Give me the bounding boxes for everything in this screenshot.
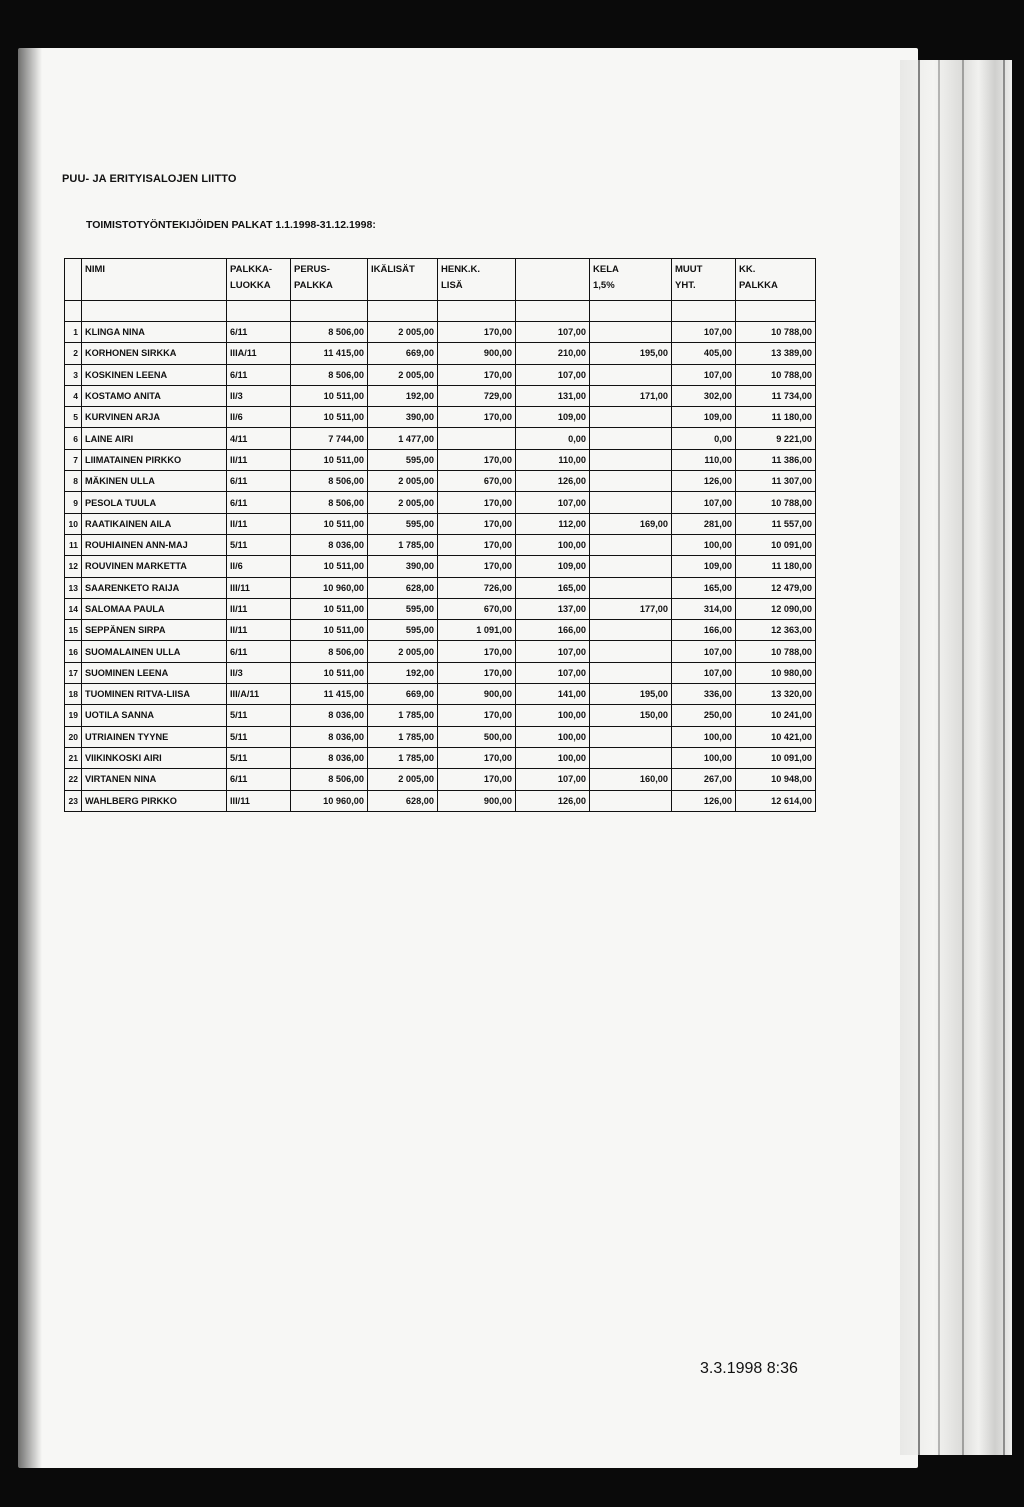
allowance: 107,00 <box>516 769 590 790</box>
kela-contribution <box>590 471 672 492</box>
other-total: 107,00 <box>672 364 736 385</box>
salary-table <box>64 258 816 812</box>
table-row <box>65 364 816 385</box>
salary-class: IIIA/11 <box>227 343 291 364</box>
personal-bonus: 900,00 <box>438 684 516 705</box>
monthly-salary: 10 421,00 <box>736 726 816 747</box>
allowance: 210,00 <box>516 343 590 364</box>
salary-class: III/11 <box>227 790 291 811</box>
other-total: 314,00 <box>672 598 736 619</box>
table-row <box>65 556 816 577</box>
table-row <box>65 641 816 662</box>
employee-name: SUOMINEN LEENA <box>82 662 227 683</box>
row-number: 2 <box>65 343 82 364</box>
monthly-salary: 13 320,00 <box>736 684 816 705</box>
personal-bonus: 170,00 <box>438 662 516 683</box>
allowance: 107,00 <box>516 364 590 385</box>
personal-bonus: 170,00 <box>438 322 516 343</box>
column-header-line2: YHT. <box>675 280 696 291</box>
salary-class: II/3 <box>227 662 291 683</box>
kela-contribution <box>590 492 672 513</box>
table-header-row <box>65 259 816 301</box>
other-total: 405,00 <box>672 343 736 364</box>
salary-class: III/11 <box>227 577 291 598</box>
personal-bonus: 170,00 <box>438 641 516 662</box>
table-row <box>65 385 816 406</box>
seniority-bonus: 2 005,00 <box>368 769 438 790</box>
kela-contribution <box>590 577 672 598</box>
employee-name: SAARENKETO RAIJA <box>82 577 227 598</box>
salary-class: 6/11 <box>227 641 291 662</box>
base-salary: 8 036,00 <box>291 747 368 768</box>
allowance: 100,00 <box>516 747 590 768</box>
personal-bonus: 170,00 <box>438 449 516 470</box>
table-row <box>65 662 816 683</box>
allowance: 109,00 <box>516 556 590 577</box>
other-total: 107,00 <box>672 492 736 513</box>
monthly-salary: 10 788,00 <box>736 322 816 343</box>
seniority-bonus: 390,00 <box>368 407 438 428</box>
other-total: 126,00 <box>672 471 736 492</box>
allowance: 165,00 <box>516 577 590 598</box>
kela-contribution <box>590 790 672 811</box>
salary-class: II/11 <box>227 598 291 619</box>
column-header-line1: PALKKA- <box>230 264 273 275</box>
employee-name: KURVINEN ARJA <box>82 407 227 428</box>
allowance: 166,00 <box>516 620 590 641</box>
page-edge-line <box>918 60 920 1455</box>
other-total: 110,00 <box>672 449 736 470</box>
row-number: 4 <box>65 385 82 406</box>
monthly-salary: 11 386,00 <box>736 449 816 470</box>
base-salary: 10 511,00 <box>291 662 368 683</box>
salary-class: 5/11 <box>227 705 291 726</box>
personal-bonus: 900,00 <box>438 343 516 364</box>
allowance: 141,00 <box>516 684 590 705</box>
personal-bonus: 729,00 <box>438 385 516 406</box>
row-number: 13 <box>65 577 82 598</box>
salary-class: 6/11 <box>227 471 291 492</box>
monthly-salary: 11 307,00 <box>736 471 816 492</box>
allowance: 110,00 <box>516 449 590 470</box>
allowance: 109,00 <box>516 407 590 428</box>
base-salary: 8 036,00 <box>291 705 368 726</box>
row-number: 14 <box>65 598 82 619</box>
seniority-bonus: 1 785,00 <box>368 726 438 747</box>
column-header <box>82 259 227 301</box>
other-total: 126,00 <box>672 790 736 811</box>
seniority-bonus: 2 005,00 <box>368 322 438 343</box>
salary-class: II/3 <box>227 385 291 406</box>
row-number: 10 <box>65 513 82 534</box>
employee-name: VIIKINKOSKI AIRI <box>82 747 227 768</box>
other-total: 166,00 <box>672 620 736 641</box>
row-number: 7 <box>65 449 82 470</box>
page-edge-line <box>962 60 964 1455</box>
employee-name: KLINGA NINA <box>82 322 227 343</box>
seniority-bonus: 1 477,00 <box>368 428 438 449</box>
base-salary: 8 506,00 <box>291 769 368 790</box>
employee-name: RAATIKAINEN AILA <box>82 513 227 534</box>
personal-bonus: 170,00 <box>438 556 516 577</box>
allowance: 0,00 <box>516 428 590 449</box>
employee-name: PESOLA TUULA <box>82 492 227 513</box>
employee-name: VIRTANEN NINA <box>82 769 227 790</box>
table-row <box>65 577 816 598</box>
row-number: 22 <box>65 769 82 790</box>
other-total: 302,00 <box>672 385 736 406</box>
table-row <box>65 534 816 555</box>
column-header-line2: PALKKA <box>739 280 778 291</box>
kela-contribution: 160,00 <box>590 769 672 790</box>
base-salary: 8 036,00 <box>291 534 368 555</box>
other-total: 107,00 <box>672 322 736 343</box>
monthly-salary: 12 479,00 <box>736 577 816 598</box>
salary-class: II/6 <box>227 407 291 428</box>
monthly-salary: 10 241,00 <box>736 705 816 726</box>
base-salary: 10 511,00 <box>291 598 368 619</box>
seniority-bonus: 2 005,00 <box>368 364 438 385</box>
seniority-bonus: 595,00 <box>368 620 438 641</box>
personal-bonus: 1 091,00 <box>438 620 516 641</box>
print-timestamp: 3.3.1998 8:36 <box>700 1360 798 1377</box>
monthly-salary: 12 363,00 <box>736 620 816 641</box>
base-salary: 8 506,00 <box>291 492 368 513</box>
kela-contribution <box>590 620 672 641</box>
seniority-bonus: 1 785,00 <box>368 705 438 726</box>
other-total: 109,00 <box>672 407 736 428</box>
column-header-line1: KELA <box>593 264 619 275</box>
column-header-line1: NIMI <box>85 264 106 275</box>
seniority-bonus: 2 005,00 <box>368 641 438 662</box>
kela-contribution <box>590 662 672 683</box>
personal-bonus: 170,00 <box>438 705 516 726</box>
other-total: 0,00 <box>672 428 736 449</box>
employee-name: SEPPÄNEN SIRPA <box>82 620 227 641</box>
monthly-salary: 11 180,00 <box>736 556 816 577</box>
column-header <box>590 259 672 301</box>
monthly-salary: 10 091,00 <box>736 747 816 768</box>
table-row <box>65 747 816 768</box>
column-header <box>65 259 82 301</box>
row-number: 16 <box>65 641 82 662</box>
personal-bonus <box>438 428 516 449</box>
row-number: 17 <box>65 662 82 683</box>
seniority-bonus: 628,00 <box>368 577 438 598</box>
row-number: 20 <box>65 726 82 747</box>
employee-name: TUOMINEN RITVA-LIISA <box>82 684 227 705</box>
column-header-line1: KK. <box>739 264 756 275</box>
allowance: 100,00 <box>516 726 590 747</box>
personal-bonus: 170,00 <box>438 769 516 790</box>
column-header <box>438 259 516 301</box>
personal-bonus: 670,00 <box>438 471 516 492</box>
other-total: 107,00 <box>672 641 736 662</box>
kela-contribution: 169,00 <box>590 513 672 534</box>
personal-bonus: 726,00 <box>438 577 516 598</box>
row-number: 19 <box>65 705 82 726</box>
column-header-line1: IKÄLISÄT <box>371 264 415 275</box>
base-salary: 10 960,00 <box>291 790 368 811</box>
kela-contribution <box>590 747 672 768</box>
employee-name: SUOMALAINEN ULLA <box>82 641 227 662</box>
table-body <box>65 301 816 812</box>
row-number: 23 <box>65 790 82 811</box>
row-number: 3 <box>65 364 82 385</box>
monthly-salary: 10 980,00 <box>736 662 816 683</box>
other-total: 100,00 <box>672 726 736 747</box>
seniority-bonus: 669,00 <box>368 684 438 705</box>
salary-class: 5/11 <box>227 534 291 555</box>
salary-class: III/A/11 <box>227 684 291 705</box>
document-title: TOIMISTOTYÖNTEKIJÖIDEN PALKAT 1.1.1998-31.12.1998: <box>86 219 376 231</box>
personal-bonus: 170,00 <box>438 364 516 385</box>
monthly-salary: 10 091,00 <box>736 534 816 555</box>
seniority-bonus: 192,00 <box>368 385 438 406</box>
personal-bonus: 670,00 <box>438 598 516 619</box>
allowance: 100,00 <box>516 534 590 555</box>
column-header-line1: MUUT <box>675 264 703 275</box>
other-total: 100,00 <box>672 534 736 555</box>
table-row <box>65 449 816 470</box>
base-salary: 8 506,00 <box>291 641 368 662</box>
seniority-bonus: 390,00 <box>368 556 438 577</box>
table-row <box>65 322 816 343</box>
column-header <box>736 259 816 301</box>
table-row <box>65 705 816 726</box>
salary-class: 6/11 <box>227 492 291 513</box>
seniority-bonus: 1 785,00 <box>368 747 438 768</box>
monthly-salary: 11 180,00 <box>736 407 816 428</box>
row-number: 5 <box>65 407 82 428</box>
base-salary: 10 511,00 <box>291 449 368 470</box>
personal-bonus: 170,00 <box>438 534 516 555</box>
other-total: 336,00 <box>672 684 736 705</box>
salary-class: 6/11 <box>227 364 291 385</box>
kela-contribution: 171,00 <box>590 385 672 406</box>
kela-contribution <box>590 726 672 747</box>
column-header-line1: PERUS- <box>294 264 330 275</box>
base-salary: 8 506,00 <box>291 322 368 343</box>
column-header-line2: LUOKKA <box>230 280 271 291</box>
monthly-salary: 13 389,00 <box>736 343 816 364</box>
base-salary: 11 415,00 <box>291 343 368 364</box>
kela-contribution <box>590 364 672 385</box>
allowance: 137,00 <box>516 598 590 619</box>
salary-class: 4/11 <box>227 428 291 449</box>
base-salary: 10 511,00 <box>291 556 368 577</box>
salary-class: II/11 <box>227 449 291 470</box>
row-number: 11 <box>65 534 82 555</box>
monthly-salary: 9 221,00 <box>736 428 816 449</box>
base-salary: 10 511,00 <box>291 620 368 641</box>
salary-class: 5/11 <box>227 747 291 768</box>
row-number: 21 <box>65 747 82 768</box>
base-salary: 7 744,00 <box>291 428 368 449</box>
allowance: 107,00 <box>516 662 590 683</box>
salary-class: 6/11 <box>227 322 291 343</box>
table-row <box>65 513 816 534</box>
base-salary: 8 506,00 <box>291 364 368 385</box>
allowance: 112,00 <box>516 513 590 534</box>
employee-name: ROUHIAINEN ANN-MAJ <box>82 534 227 555</box>
row-number: 15 <box>65 620 82 641</box>
personal-bonus: 500,00 <box>438 726 516 747</box>
salary-class: 5/11 <box>227 726 291 747</box>
allowance: 107,00 <box>516 492 590 513</box>
monthly-salary: 12 090,00 <box>736 598 816 619</box>
row-number: 8 <box>65 471 82 492</box>
monthly-salary: 12 614,00 <box>736 790 816 811</box>
personal-bonus: 170,00 <box>438 492 516 513</box>
table-row <box>65 769 816 790</box>
table-row <box>65 620 816 641</box>
personal-bonus: 170,00 <box>438 407 516 428</box>
allowance: 126,00 <box>516 790 590 811</box>
table-row <box>65 684 816 705</box>
row-number: 12 <box>65 556 82 577</box>
column-header-line2: LISÄ <box>441 280 463 291</box>
monthly-salary: 11 734,00 <box>736 385 816 406</box>
kela-contribution <box>590 428 672 449</box>
binder-page-edges <box>900 60 1012 1455</box>
table-row <box>65 598 816 619</box>
seniority-bonus: 595,00 <box>368 598 438 619</box>
column-header-line1: HENK.K. <box>441 264 481 275</box>
seniority-bonus: 669,00 <box>368 343 438 364</box>
employee-name: ROUVINEN MARKETTA <box>82 556 227 577</box>
other-total: 107,00 <box>672 662 736 683</box>
column-header <box>291 259 368 301</box>
other-total: 281,00 <box>672 513 736 534</box>
employee-name: MÄKINEN ULLA <box>82 471 227 492</box>
allowance: 100,00 <box>516 705 590 726</box>
row-number: 18 <box>65 684 82 705</box>
employee-name: KORHONEN SIRKKA <box>82 343 227 364</box>
seniority-bonus: 595,00 <box>368 513 438 534</box>
organization-name: PUU- JA ERITYISALOJEN LIITTO <box>62 173 237 185</box>
employee-name: KOSTAMO ANITA <box>82 385 227 406</box>
monthly-salary: 10 948,00 <box>736 769 816 790</box>
column-header <box>516 259 590 301</box>
other-total: 250,00 <box>672 705 736 726</box>
salary-class: II/11 <box>227 620 291 641</box>
table-row <box>65 471 816 492</box>
column-header-line2: 1,5% <box>593 280 615 291</box>
other-total: 100,00 <box>672 747 736 768</box>
table-row <box>65 407 816 428</box>
kela-contribution <box>590 556 672 577</box>
base-salary: 10 511,00 <box>291 407 368 428</box>
monthly-salary: 11 557,00 <box>736 513 816 534</box>
employee-name: UTRIAINEN TYYNE <box>82 726 227 747</box>
employee-name: KOSKINEN LEENA <box>82 364 227 385</box>
seniority-bonus: 2 005,00 <box>368 492 438 513</box>
kela-contribution <box>590 641 672 662</box>
base-salary: 11 415,00 <box>291 684 368 705</box>
base-salary: 8 036,00 <box>291 726 368 747</box>
column-header-line2: PALKKA <box>294 280 333 291</box>
allowance: 131,00 <box>516 385 590 406</box>
seniority-bonus: 1 785,00 <box>368 534 438 555</box>
salary-class: II/6 <box>227 556 291 577</box>
employee-name: UOTILA SANNA <box>82 705 227 726</box>
other-total: 165,00 <box>672 577 736 598</box>
table-row <box>65 343 816 364</box>
row-number: 9 <box>65 492 82 513</box>
base-salary: 10 960,00 <box>291 577 368 598</box>
page-edge-line <box>1003 60 1005 1455</box>
kela-contribution: 150,00 <box>590 705 672 726</box>
base-salary: 8 506,00 <box>291 471 368 492</box>
kela-contribution <box>590 322 672 343</box>
allowance: 126,00 <box>516 471 590 492</box>
seniority-bonus: 628,00 <box>368 790 438 811</box>
salary-class: II/11 <box>227 513 291 534</box>
allowance: 107,00 <box>516 641 590 662</box>
employee-name: LAINE AIRI <box>82 428 227 449</box>
kela-contribution <box>590 449 672 470</box>
row-number: 6 <box>65 428 82 449</box>
page-left-shadow <box>18 48 42 1468</box>
table-row <box>65 492 816 513</box>
page-edge-line <box>938 60 940 1455</box>
monthly-salary: 10 788,00 <box>736 641 816 662</box>
employee-name: LIIMATAINEN PIRKKO <box>82 449 227 470</box>
employee-name: SALOMAA PAULA <box>82 598 227 619</box>
other-total: 109,00 <box>672 556 736 577</box>
personal-bonus: 900,00 <box>438 790 516 811</box>
kela-contribution <box>590 534 672 555</box>
base-salary: 10 511,00 <box>291 385 368 406</box>
employee-name: WAHLBERG PIRKKO <box>82 790 227 811</box>
table-row <box>65 726 816 747</box>
base-salary: 10 511,00 <box>291 513 368 534</box>
kela-contribution: 195,00 <box>590 343 672 364</box>
salary-class: 6/11 <box>227 769 291 790</box>
monthly-salary: 10 788,00 <box>736 492 816 513</box>
kela-contribution <box>590 407 672 428</box>
personal-bonus: 170,00 <box>438 513 516 534</box>
seniority-bonus: 2 005,00 <box>368 471 438 492</box>
table-row <box>65 428 816 449</box>
kela-contribution: 177,00 <box>590 598 672 619</box>
seniority-bonus: 595,00 <box>368 449 438 470</box>
kela-contribution: 195,00 <box>590 684 672 705</box>
personal-bonus: 170,00 <box>438 747 516 768</box>
allowance: 107,00 <box>516 322 590 343</box>
row-number: 1 <box>65 322 82 343</box>
seniority-bonus: 192,00 <box>368 662 438 683</box>
column-header <box>672 259 736 301</box>
column-header <box>227 259 291 301</box>
column-header <box>368 259 438 301</box>
other-total: 267,00 <box>672 769 736 790</box>
monthly-salary: 10 788,00 <box>736 364 816 385</box>
table-spacer-row <box>65 301 816 322</box>
table-row <box>65 790 816 811</box>
